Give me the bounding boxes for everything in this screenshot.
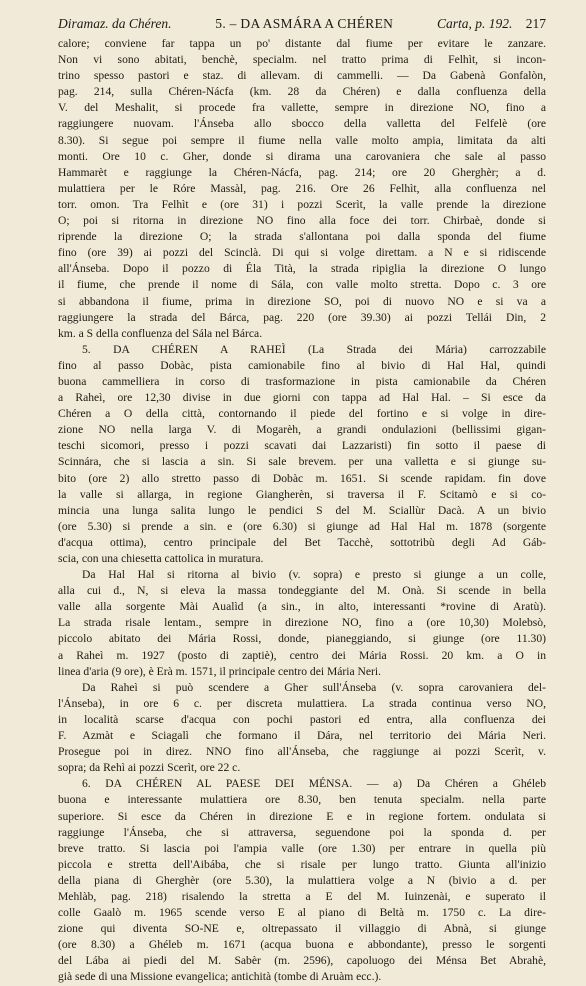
text-line: calore; conviene far tappa un po' distante dal fiume per evitare le zanzare. xyxy=(58,37,546,50)
page-number: 217 xyxy=(525,16,546,31)
text-line: Hammarèt e raggiunge la Chéren-Nácfa, pag. 214; ore 20 Gherghèr; a d. xyxy=(58,165,546,179)
text-line: 5. DA CHÉREN A RAHEÌ (La Strada dei Mária) carrozzabile xyxy=(82,342,546,356)
text-line: monti. Ore 10 c. Gher, donde si dirama una carovaniera che sale al passo xyxy=(58,149,546,163)
text-line: Mehlàb, pag. 218) risalendo la stretta a E del M. Iuinzenài, e superato il xyxy=(58,889,546,903)
text-line: il fiume, che prende il nome di Sála, con valle molto stretta. Dopo c. 3 ore xyxy=(58,278,546,292)
text-line: 8.30). Si segue poi sempre il fiume nella valle molto ampia, limitata da alti xyxy=(58,133,546,147)
text-line: O; poi si ritorna in direzione NO fino alla foce dei torr. Chirbaè, donde si xyxy=(58,214,546,228)
text-line: si abbandona il fiume, prima in direzione SO, poi di nuovo NO e si va a xyxy=(58,294,546,308)
text-line: km. a S della confluenza del Sála nel Bárca. xyxy=(58,326,263,340)
header-title: 5. – DA ASMÁRA A CHÉREN xyxy=(215,16,394,31)
text-line: del Lába ai piedi del M. Sabèr (m. 2596), capoluogo dei Ménsa Bet Abrahè, xyxy=(58,954,546,968)
text-line: torr. omon. Tra Felhìt e (ore 31) i pozzi Scerìt, la valle prende la direzione xyxy=(58,197,546,211)
running-header xyxy=(58,14,546,34)
text-line: d'acqua ottima), centro principale del Bet Tacchè, sottotribù degli Ad Gáb- xyxy=(58,535,546,549)
text-line: della piana di Gherghèr (ore 5.30), la mulattiera volge a N (bivio a d. per xyxy=(58,873,546,887)
text-line: raggiungere nuovam. l'Ánseba allo sbocco della valletta del Felfelè (ore xyxy=(58,117,546,131)
text-line: alla cui d., N, si eleva la massa tondeggiante del M. Onà. Si scende in bella xyxy=(58,584,546,598)
text-line: 6. DA CHÉREN AL PAESE DEI MÉNSA. — a) Da Chéren a Ghéleb xyxy=(82,777,546,791)
text-line: Da Raheì si può scendere a Gher sull'Ánseba (v. sopra carovaniera del- xyxy=(82,680,546,694)
text-line: sopra; da Rehì ai pozzi Scerìt, ore 22 c. xyxy=(58,761,241,775)
text-line: raggiunge l'Ánseba, che si attraversa, seguendone poi la sponda d. per xyxy=(58,825,546,839)
text-line: a Raheì, ore 12,30 divise in due giorni con tappa ad Hal Hal. – Si esce da xyxy=(58,391,546,405)
text-line: mulattiera per le Róre Massàl, pag. 216. Ore 26 Felhìt, alla confluenza nel xyxy=(58,181,546,195)
text-line: zione qui diventa SO-NE e, oltrepassato il villaggio di Abnà, si giunge xyxy=(58,922,546,936)
text-line: Non vi sono abitati, benchè, specialm. nel tratto prima di Felhìt, si incon- xyxy=(58,53,546,67)
text-line: teschi sicomori, presso i pozzi scavati dai Lazzaristi) fin sotto il paese di xyxy=(58,439,546,453)
text-line: in località scarse d'acqua con pochi pastori ed entra, alla confluenza dei xyxy=(58,712,546,726)
page-body xyxy=(58,36,546,986)
text-line: V. del Meshalit, si procede fra vallette, sempre in direzione NO, fino a xyxy=(58,101,546,115)
header-left: Diramaz. da Chéren. xyxy=(58,16,172,31)
text-line: la valle si allarga, in regione Giangherèn, si traversa il F. Scitamò e si co- xyxy=(58,487,546,501)
text-line: all'Ánseba. Dopo il pozzo di Éla Tità, la strada ripiglia la direzione O lungo xyxy=(58,262,546,276)
text-line: già sede di una Missione evangelica; antichità (tombe di Aruàm ecc.). xyxy=(58,970,382,984)
text-line: superiore. Si esce da Chéren in direzione E e in regione fortem. ondulata si xyxy=(58,809,546,823)
text-line: buona e interessante mulattiera ore 8.30, ben tenuta specialm. nella parte xyxy=(58,793,546,807)
text-line: raggiungere la strada del Bárca, pag. 220 (ore 39.30) ai pozzi Tellái Din, 2 xyxy=(58,310,546,324)
text-line: (ore 5.30) si prende a sin. e (ore 6.30) si giunge ad Hal Hal m. 1878 (sorgente xyxy=(58,519,546,533)
text-line: buona cammelliera in corso di trasformazione in pista camionabile da Chéren xyxy=(58,374,546,388)
text-line: fino al passo Dobàc, pista camionabile fino al bivio di Hal Hal, quindi xyxy=(58,358,546,372)
text-line: a Raheì m. 1927 (posto di zaptiè), centro dei Mária Rossi. 20 km. a O in xyxy=(58,648,546,662)
header-map-ref: Carta, p. 192. xyxy=(436,16,513,31)
text-line: linea d'aria (9 ore), è Erà m. 1571, il principale centro dei Mária Neri. xyxy=(58,664,382,678)
text-line: mincia una lunga salita lungo le pendici S del M. Sciallùr Dacà. A un bivio xyxy=(58,503,546,517)
text-line: Da Hal Hal si ritorna al bivio (v. sopra) e presto si giunge a un colle, xyxy=(82,568,546,582)
text-line: piccolo abitato dei Mária Rossi, donde, pianeggiando, si giunge (ore 11.30) xyxy=(58,632,546,646)
text-line: La strada risale lentam., sempre in direzione NO, fino a (ore 10,30) Molebsò, xyxy=(58,616,546,630)
text-line: l'Ánseba), in ore 6 c. per discreta mulattiera. La strada continua verso NO, xyxy=(58,696,546,710)
text-line: bito (ore 2) allo stretto passo di Dobàc m. 1651. Si scende rapidam. fin dove xyxy=(58,471,546,485)
text-line: valle alla sorgente Mài Aualìd (a sin., in alto, interessanti *rovine di Aratù). xyxy=(58,600,546,614)
text-line: Scinnára, che si lascia a sin. Si sale brevem. per una valletta e si giunge su- xyxy=(58,455,546,469)
text-line: F. Azmàt e Sciagalì che formano il Dára, nel territorio dei Mária Neri. xyxy=(58,729,546,743)
text-line: riprende la direzione O; la strada s'allontana poi dalla sponda del fiume xyxy=(58,230,546,244)
text-line: scia, con una chiesetta cattolica in muratura. xyxy=(58,552,264,565)
text-line: (ore 8.30) a Ghéleb m. 1671 (acqua buona e abbondante), presso le sorgenti xyxy=(58,938,546,952)
text-line: breve tratto. Si lascia poi l'ampia valle (ore 1.30) per entrare in quella più xyxy=(58,841,546,855)
text-line: zione NO nella larga V. di Mogarèh, a grandi ondulazioni (bellissimi gigan- xyxy=(58,423,546,437)
text-line: Chéren a O della città, contornando il piede del fortino e si volge in dire- xyxy=(58,407,546,421)
text-line: Prosegue poi in direz. NNO fino all'Ánseba, che raggiunge ai pozzi Scerìt, v. xyxy=(58,745,546,759)
text-line: fino (ore 39) ai pozzi del Scinclà. Di qui si volge direttam. a N e si ridiscende xyxy=(58,246,546,260)
text-line: piccola e stretta dell'Aibába, che si risale per lungo tratto. Giunta all'inizio xyxy=(58,857,546,871)
text-line: colle Gaalò m. 1965 scende verso E al piano di Beltà m. 1750 c. La dire- xyxy=(58,906,546,920)
text-line: pag. 214, sulla Chéren-Nácfa (km. 28 da Chéren) e dalla confluenza della xyxy=(58,85,546,99)
text-line: trino spesso pastori e staz. di allevam. di cammelli. — Da Gabenà Gonfalòn, xyxy=(58,69,546,83)
